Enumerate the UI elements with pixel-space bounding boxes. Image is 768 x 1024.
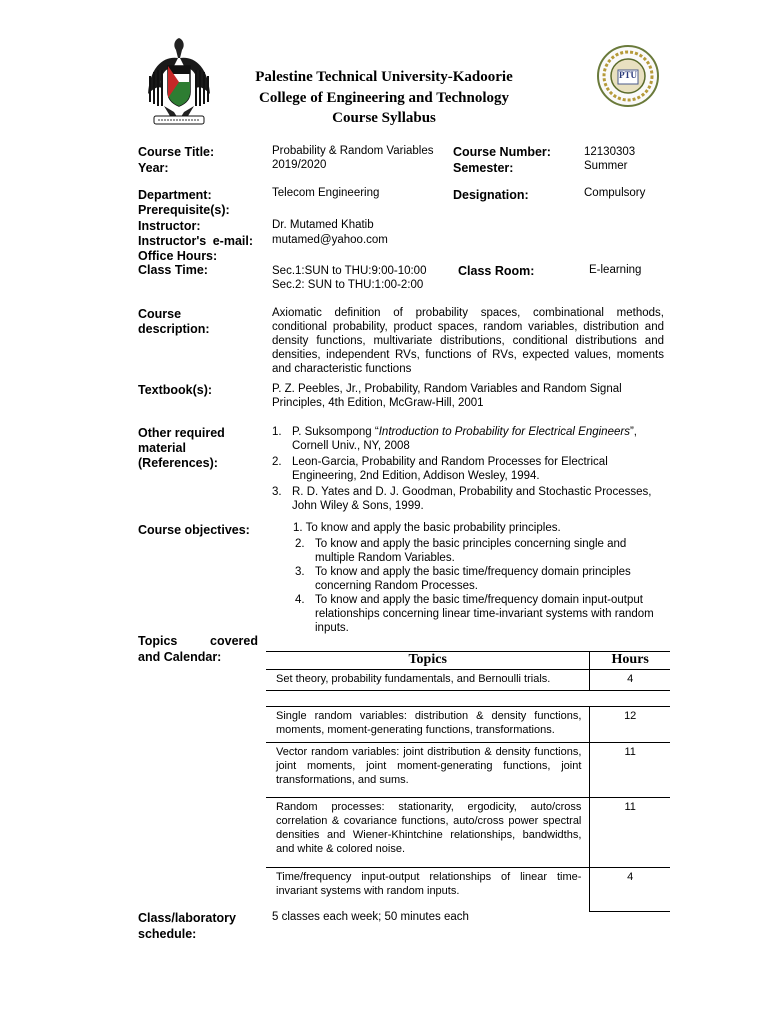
textbook-text: P. Z. Peebles, Jr., Probability, Random Variables and Random Signal Principles, 4th Edition, McGraw-Hill, 2001 [272,383,622,409]
class-time-label: Class Time: [138,263,208,277]
table-row [266,707,670,743]
class-time-section-1: Sec.1:SUN to THU:9:00-10:00 [272,265,427,277]
class-time-section-2: Sec.2: SUN to THU:1:00-2:00 [272,279,424,291]
reference-number: 1. [272,426,282,438]
seal-label: PTU [619,70,637,80]
document-title: Course Syllabus [332,110,436,126]
college-name: College of Engineering and Technology [258,90,510,106]
topic-cell: Single random variables: distribution & density functions, moments, moment-generating functions, transformations. [266,707,590,743]
hours-cell: 4 [590,670,670,691]
reference-text-pre: P. Suksompong “ [292,426,379,438]
objectives-label: Course objectives: [138,523,250,537]
course-number-label: Course Number: [453,145,551,159]
schedule-label-2: schedule: [138,927,197,941]
course-description-text: Axiomatic definition of probability spaces, combinational methods, conditional probability, product spaces, random variables, distribution and density functions, multivariate distributions, conditional distributions and densities, independent RVs, functions of RVs, expected values, moments and characteristic functions [272,307,664,375]
prerequisites-label: Prerequisite(s): [138,203,230,217]
table-row [266,743,670,798]
instructor-email-value: mutamed@yahoo.com [272,234,388,246]
reference-text: R. D. Yates and D. J. Goodman, Probability and Stochastic Processes, John Wiley & Sons, 1999. [292,486,652,512]
class-room-label: Class Room: [458,264,535,278]
reference-number: 2. [272,456,282,468]
table-row [266,798,670,868]
topic-cell: Time/frequency input-output relationships of linear time-invariant systems with random inputs. [266,868,590,912]
year-value: 2019/2020 [272,159,327,171]
semester-label: Semester: [453,161,514,175]
reference-item [272,455,664,483]
department-value: Telecom Engineering [272,187,380,199]
department-label: Department: [138,188,212,202]
reference-text-post: ”, Cornell Univ., NY, 2008 [292,426,637,452]
objective-number: 3. [295,566,305,578]
objective-text: To know and apply the basic principles concerning single and multiple Random Variables. [315,538,627,564]
objective-text: To know and apply the basic time/frequency domain principles concerning Random Processes. [315,566,631,592]
objective-item-1 [293,521,561,535]
topics-label-2: and Calendar: [138,650,222,664]
course-title-label: Course Title: [138,145,215,159]
designation-value: Compulsory [584,187,646,199]
year-label: Year: [138,161,169,175]
references-label-2: material [138,441,186,455]
instructor-label: Instructor: [138,219,201,233]
objective-text: To know and apply the basic time/frequency domain input-output relationships concerning linear time-invariant systems with random inputs. [315,594,654,634]
topic-cell: Vector random variables: joint distribution & density functions, joint moments, joint moment-generating functions, joint transformations, and sums. [266,743,590,798]
semester-value: Summer [584,160,628,172]
office-hours-label: Office Hours: [138,249,218,263]
objectives-list [295,537,667,635]
spacer-cell [266,691,590,707]
table-row [266,691,670,707]
objective-item [295,593,667,635]
hours-cell: 11 [590,798,670,868]
objective-number: 1. [293,522,303,534]
topics-label-1 [138,634,258,649]
references-label-1: Other required [138,426,225,440]
designation-label: Designation: [453,188,529,202]
schedule-label-1: Class/laboratory [138,911,236,925]
reference-text: Leon-Garcia, Probability and Random Processes for Electrical Engineering, 2nd Edition, Addison Wesley, 1994. [292,456,608,482]
course-description-label-1: Course [138,307,182,321]
objective-number: 2. [295,538,305,550]
schedule-text: 5 classes each week; 50 minutes each [272,911,469,923]
topic-cell: Random processes: stationarity, ergodicity, auto/cross correlation & covariance functions, auto/cross power spectral densities and Wiener-Khintchine relationships, bandwidths, and white & colored noise. [266,798,590,868]
references-label-3: (References): [138,456,218,470]
reference-number: 3. [272,486,282,498]
topics-table-header [266,652,670,670]
table-row [266,670,670,691]
hours-column-header: Hours [590,652,670,670]
reference-book-title: Introduction to Probability for Electrical Engineers [378,426,630,438]
topics-table [266,651,670,912]
course-title-value: Probability & Random Variables [272,145,434,157]
textbook-label: Textbook(s): [138,383,213,397]
hours-cell: 12 [590,707,670,743]
course-description-label-2: description: [138,322,210,336]
topic-cell: Set theory, probability fundamentals, and Bernoulli trials. [266,670,590,691]
reference-item [272,425,664,453]
hours-cell: 11 [590,743,670,798]
objective-number: 4. [295,594,305,606]
instructor-value: Dr. Mutamed Khatib [272,219,374,231]
table-row [266,868,670,912]
spacer-cell [590,691,670,707]
topics-column-header: Topics [266,652,590,670]
university-name: Palestine Technical University-Kadoorie [255,69,513,85]
objective-text: To know and apply the basic probability principles. [305,522,561,534]
references-list [272,425,664,513]
objective-item [295,537,667,565]
course-number-value: 12130303 [584,146,636,158]
objective-item [295,565,667,593]
topics-label-text: Topics covered [138,634,258,648]
hours-cell: 4 [590,868,670,912]
class-room-value: E-learning [589,264,642,276]
instructor-email-label: Instructor's e-mail: [138,234,254,248]
reference-item [272,485,664,513]
